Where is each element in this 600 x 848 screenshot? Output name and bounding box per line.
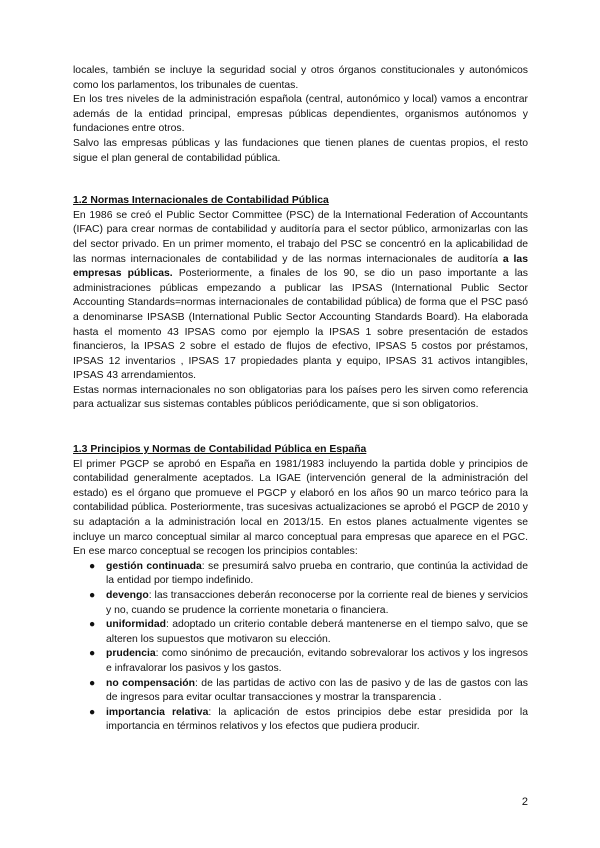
- bullet-icon: ●: [89, 677, 96, 689]
- list-item: ● prudencia: como sinónimo de precaución, evitando sobrevalorar los activos y los ingresos e infravalorar los pasivos y los gastos.: [89, 648, 528, 674]
- section-1-2-paragraph-2: Estas normas internacionales no son obligatorias para los países pero les sirven como referencia para actualizar sus sistemas contables públicos periódicamente, que si son obligatorios.: [73, 384, 528, 411]
- bullet-icon: ●: [89, 560, 96, 572]
- document-page: [73, 64, 528, 735]
- page-number: 2: [521, 796, 528, 808]
- section-1-3-paragraph-1: El primer PGCP se aprobó en España en 1981/1983 incluyendo la partida doble y principios de contabilidad generalmente aceptados. La IGAE (intervención general de la administración del estado) es el órgano que promueve el PGCP y elaboró en los años 90 un marco teórico para la contabilidad pública. Posteriormente, tras sucesivas actualizaciones se aprobó el PGCP de 2010 y su adaptación a la administración local en 2013/15. En estos planes actualmente vigentes se incluye un marco conceptual similar al marco conceptual para empresas que aparece en el PGC. En ese marco conceptual se recogen los principios contables:: [73, 458, 528, 558]
- intro-paragraph-3: Salvo las empresas públicas y las fundaciones que tienen planes de cuentas propios, el resto sigue el plan general de contabilidad pública.: [73, 137, 528, 164]
- principles-list: [73, 560, 528, 735]
- section-1-2-paragraph-1: En 1986 se creó el Public Sector Committee (PSC) de la International Federation of Accountants (IFAC) para crear normas de contabilidad y auditoría para el sector público, armonizarlas con las del sector privado. En un primer momento, el trabajo del PSC se concentró en la aplicabilidad de las normas internacionales de contabilidad y de las normas internacionales de auditoría a las empresas públicas. Posteriormente, a finales de los 90, se dio un paso importante a las administraciones públicas empezando a publicar las IPSAS (International Public Sector Accounting Standards=normas internacionales de contabilidad pública) de forma que el PSC pasó a denominarse IPSASB (International Public Sector Accounting Standards Board). Ha elaborada hasta el momento 43 IPSAS como por ejemplo la IPSAS 1 sobre presentación de estados financieros, la IPSAS 2 sobre el estado de flujos de efectivo, IPSAS 5 costos por préstamos, IPSAS 12 inventarios , IPSAS 17 propiedades planta y equipo, IPSAS 31 activos intangibles, IPSAS 43 arrendamientos.: [73, 209, 528, 382]
- list-item: ● importancia relativa: la aplicación de estos principios debe estar presidida por la importancia en términos relativos y los efectos que pudiera producir.: [89, 706, 528, 733]
- list-item: ● no compensación: de las partidas de activo con las de pasivo y de las de gastos con las de ingresos para evitar ocultar transacciones y mostrar la transparencia .: [89, 677, 528, 704]
- intro-paragraph-2: En los tres niveles de la administración española (central, autonómico y local) vamos a encontrar además de la entidad principal, empresas públicas dependientes, organismos autónomos y fundaciones entre otros.: [73, 94, 528, 135]
- bullet-icon: ●: [89, 648, 96, 660]
- bullet-icon: ●: [89, 706, 96, 718]
- emphasis-empresas-publicas: a las empresas públicas.: [73, 253, 528, 280]
- section-1-2-heading: 1.2 Normas Internacionales de Contabilidad Pública: [73, 195, 329, 207]
- intro-paragraph-1: locales, también se incluye la seguridad social y otros órganos constitucionales y autonómicos como los parlamentos, los tribunales de cuentas.: [73, 65, 528, 91]
- bullet-icon: ●: [89, 619, 96, 631]
- section-1-3-heading: 1.3 Principios y Normas de Contabilidad Pública en España: [73, 444, 367, 456]
- list-item: ● devengo: las transacciones deberán reconocerse por la corriente real de bienes y servicios y no, cuando se prudence la corriente monetaria o financiera.: [89, 590, 528, 616]
- list-item: ● uniformidad: adoptado un criterio contable deberá mantenerse en el tiempo salvo, que se alteren los supuestos que motivaron su elección.: [89, 619, 528, 645]
- list-item: ● gestión continuada: se presumirá salvo prueba en contrario, que continúa la actividad de la entidad por tiempo indefinido.: [89, 560, 528, 587]
- bullet-icon: ●: [89, 590, 96, 601]
